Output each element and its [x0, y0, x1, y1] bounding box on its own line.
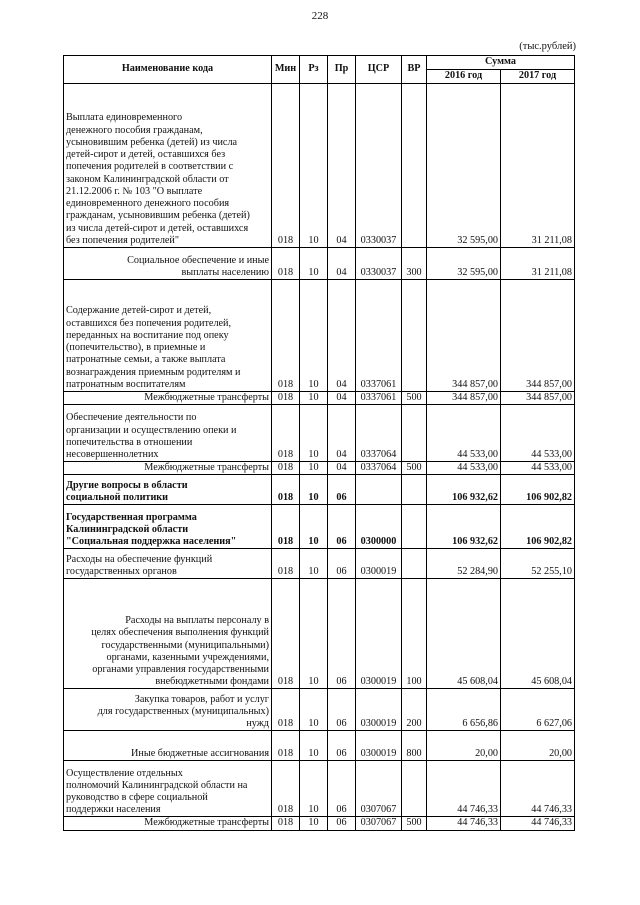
- row-sum-2017: 106 902,82: [501, 475, 575, 505]
- row-sum-2017: 344 857,00: [501, 280, 575, 392]
- header-min: Мин: [272, 56, 300, 84]
- row-min: 018: [272, 817, 300, 830]
- row-sum-2017: 44 533,00: [501, 462, 575, 475]
- row-min: 018: [272, 579, 300, 689]
- header-2017: 2017 год: [501, 70, 575, 84]
- table-row: [64, 462, 575, 475]
- row-rz: 10: [300, 579, 328, 689]
- row-sum-2016: 106 932,62: [427, 505, 501, 549]
- row-sum-2017: 52 255,10: [501, 549, 575, 579]
- row-vr: [402, 549, 427, 579]
- row-name: Расходы на выплаты персоналу в целях обеспечения выполнения функций государственными (муниципальными) органами, казенными учреждениями, органами управления государственными внебюджетными фондами: [64, 579, 272, 689]
- row-vr: [402, 280, 427, 392]
- row-sum-2016: 106 932,62: [427, 475, 501, 505]
- row-csr: 0337061: [356, 280, 402, 392]
- row-name: Содержание детей-сирот и детей, оставшихся без попечения родителей, переданных на воспитание под опеку (попечительство), в приемные и патронатные семьи, а также выплата вознаграждения приемным родителям и патронатным воспитателям: [64, 280, 272, 392]
- row-rz: 10: [300, 689, 328, 731]
- row-sum-2017: 31 211,08: [501, 248, 575, 280]
- row-vr: [402, 761, 427, 817]
- row-sum-2017: 44 533,00: [501, 405, 575, 462]
- row-name: Иные бюджетные ассигнования: [64, 731, 272, 761]
- row-csr: 0330037: [356, 248, 402, 280]
- row-sum-2016: 344 857,00: [427, 280, 501, 392]
- row-sum-2016: 44 746,33: [427, 817, 501, 830]
- row-pr: 06: [328, 579, 356, 689]
- row-sum-2016: 45 608,04: [427, 579, 501, 689]
- row-rz: 10: [300, 248, 328, 280]
- table-row: [64, 392, 575, 405]
- row-sum-2017: 6 627,06: [501, 689, 575, 731]
- row-pr: 06: [328, 689, 356, 731]
- row-name: Другие вопросы в области социальной политики: [64, 475, 272, 505]
- table-row: [64, 248, 575, 280]
- row-min: 018: [272, 405, 300, 462]
- row-vr: 300: [402, 248, 427, 280]
- header-2016: 2016 год: [427, 70, 501, 84]
- row-pr: 04: [328, 392, 356, 405]
- row-csr: 0300019: [356, 549, 402, 579]
- row-pr: 06: [328, 731, 356, 761]
- page-number: 228: [311, 10, 329, 22]
- table-row: [64, 761, 575, 817]
- row-vr: 500: [402, 817, 427, 830]
- row-pr: 04: [328, 84, 356, 248]
- row-csr: 0300019: [356, 689, 402, 731]
- row-pr: 04: [328, 280, 356, 392]
- row-name: Государственная программа Калининградской области "Социальная поддержка населения": [64, 505, 272, 549]
- row-csr: 0300000: [356, 505, 402, 549]
- row-sum-2017: 20,00: [501, 731, 575, 761]
- row-min: 018: [272, 462, 300, 475]
- row-sum-2016: 6 656,86: [427, 689, 501, 731]
- header-sum: Сумма: [427, 56, 575, 70]
- row-vr: 500: [402, 462, 427, 475]
- row-min: 018: [272, 248, 300, 280]
- row-rz: 10: [300, 405, 328, 462]
- row-csr: 0337061: [356, 392, 402, 405]
- header-csr: ЦСР: [356, 56, 402, 84]
- header-rz: Рз: [300, 56, 328, 84]
- row-min: 018: [272, 689, 300, 731]
- table-row: [64, 817, 575, 830]
- row-name: Выплата единовременного денежного пособия гражданам, усыновившим ребенка (детей) из числа детей-сирот и детей, оставшихся без попечения родителей в соответствии с законом Калининградской области от 21.12.2006 г. № 103 "О выплате единовременного денежного пособия гражданам, усыновившим ребенка (детей) из числа детей-сирот и детей, оставшихся без попечения родителей": [64, 84, 272, 248]
- row-sum-2017: 31 211,08: [501, 84, 575, 248]
- row-csr: 0300019: [356, 579, 402, 689]
- table-row: [64, 579, 575, 689]
- row-name: Социальное обеспечение и иные выплаты населению: [64, 248, 272, 280]
- row-pr: 06: [328, 505, 356, 549]
- table-row: [64, 280, 575, 392]
- row-vr: [402, 505, 427, 549]
- row-csr: 0307067: [356, 761, 402, 817]
- row-pr: 06: [328, 817, 356, 830]
- header-pr: Пр: [328, 56, 356, 84]
- table-row: [64, 475, 575, 505]
- row-csr: 0330037: [356, 84, 402, 248]
- row-rz: 10: [300, 392, 328, 405]
- row-min: 018: [272, 505, 300, 549]
- row-rz: 10: [300, 549, 328, 579]
- row-sum-2017: 344 857,00: [501, 392, 575, 405]
- row-sum-2016: 44 533,00: [427, 405, 501, 462]
- row-pr: 04: [328, 405, 356, 462]
- row-min: 018: [272, 761, 300, 817]
- row-pr: 06: [328, 549, 356, 579]
- row-rz: 10: [300, 475, 328, 505]
- table-row: [64, 689, 575, 731]
- row-pr: 06: [328, 761, 356, 817]
- row-name: Осуществление отдельных полномочий Калининградской области на руководство в сфере социальной поддержки населения: [64, 761, 272, 817]
- row-name: Закупка товаров, работ и услуг для государственных (муниципальных) нужд: [64, 689, 272, 731]
- row-csr: 0337064: [356, 405, 402, 462]
- row-min: 018: [272, 475, 300, 505]
- row-csr: 0300019: [356, 731, 402, 761]
- row-rz: 10: [300, 462, 328, 475]
- table-row: [64, 549, 575, 579]
- row-min: 018: [272, 392, 300, 405]
- row-csr: 0307067: [356, 817, 402, 830]
- row-sum-2016: 344 857,00: [427, 392, 501, 405]
- row-rz: 10: [300, 761, 328, 817]
- row-vr: [402, 405, 427, 462]
- row-vr: [402, 475, 427, 505]
- row-name: Межбюджетные трансферты: [64, 462, 272, 475]
- row-rz: 10: [300, 731, 328, 761]
- budget-table: [63, 55, 575, 831]
- row-min: 018: [272, 280, 300, 392]
- row-sum-2017: 106 902,82: [501, 505, 575, 549]
- row-name: Расходы на обеспечение функций государственных органов: [64, 549, 272, 579]
- row-sum-2016: 52 284,90: [427, 549, 501, 579]
- row-name: Обеспечение деятельности по организации и осуществлению опеки и попечительства в отношении несовершеннолетних: [64, 405, 272, 462]
- row-rz: 10: [300, 817, 328, 830]
- row-name: Межбюджетные трансферты: [64, 392, 272, 405]
- row-sum-2017: 44 746,33: [501, 761, 575, 817]
- row-csr: [356, 475, 402, 505]
- row-vr: 800: [402, 731, 427, 761]
- row-sum-2016: 20,00: [427, 731, 501, 761]
- table-row: [64, 405, 575, 462]
- row-pr: 06: [328, 475, 356, 505]
- row-pr: 04: [328, 248, 356, 280]
- row-sum-2016: 44 533,00: [427, 462, 501, 475]
- row-min: 018: [272, 84, 300, 248]
- row-sum-2017: 44 746,33: [501, 817, 575, 830]
- row-vr: [402, 84, 427, 248]
- table-row: [64, 505, 575, 549]
- row-vr: 100: [402, 579, 427, 689]
- row-min: 018: [272, 549, 300, 579]
- header-name: Наименование кода: [64, 56, 272, 84]
- table-row: [64, 84, 575, 248]
- table-row: [64, 731, 575, 761]
- row-min: 018: [272, 731, 300, 761]
- row-vr: 200: [402, 689, 427, 731]
- row-rz: 10: [300, 84, 328, 248]
- row-sum-2016: 32 595,00: [427, 248, 501, 280]
- units-label: (тыс.рублей): [519, 41, 576, 52]
- row-vr: 500: [402, 392, 427, 405]
- row-csr: 0337064: [356, 462, 402, 475]
- row-pr: 04: [328, 462, 356, 475]
- row-sum-2016: 44 746,33: [427, 761, 501, 817]
- header-vr: ВР: [402, 56, 427, 84]
- row-name: Межбюджетные трансферты: [64, 817, 272, 830]
- row-sum-2017: 45 608,04: [501, 579, 575, 689]
- row-rz: 10: [300, 505, 328, 549]
- row-rz: 10: [300, 280, 328, 392]
- row-sum-2016: 32 595,00: [427, 84, 501, 248]
